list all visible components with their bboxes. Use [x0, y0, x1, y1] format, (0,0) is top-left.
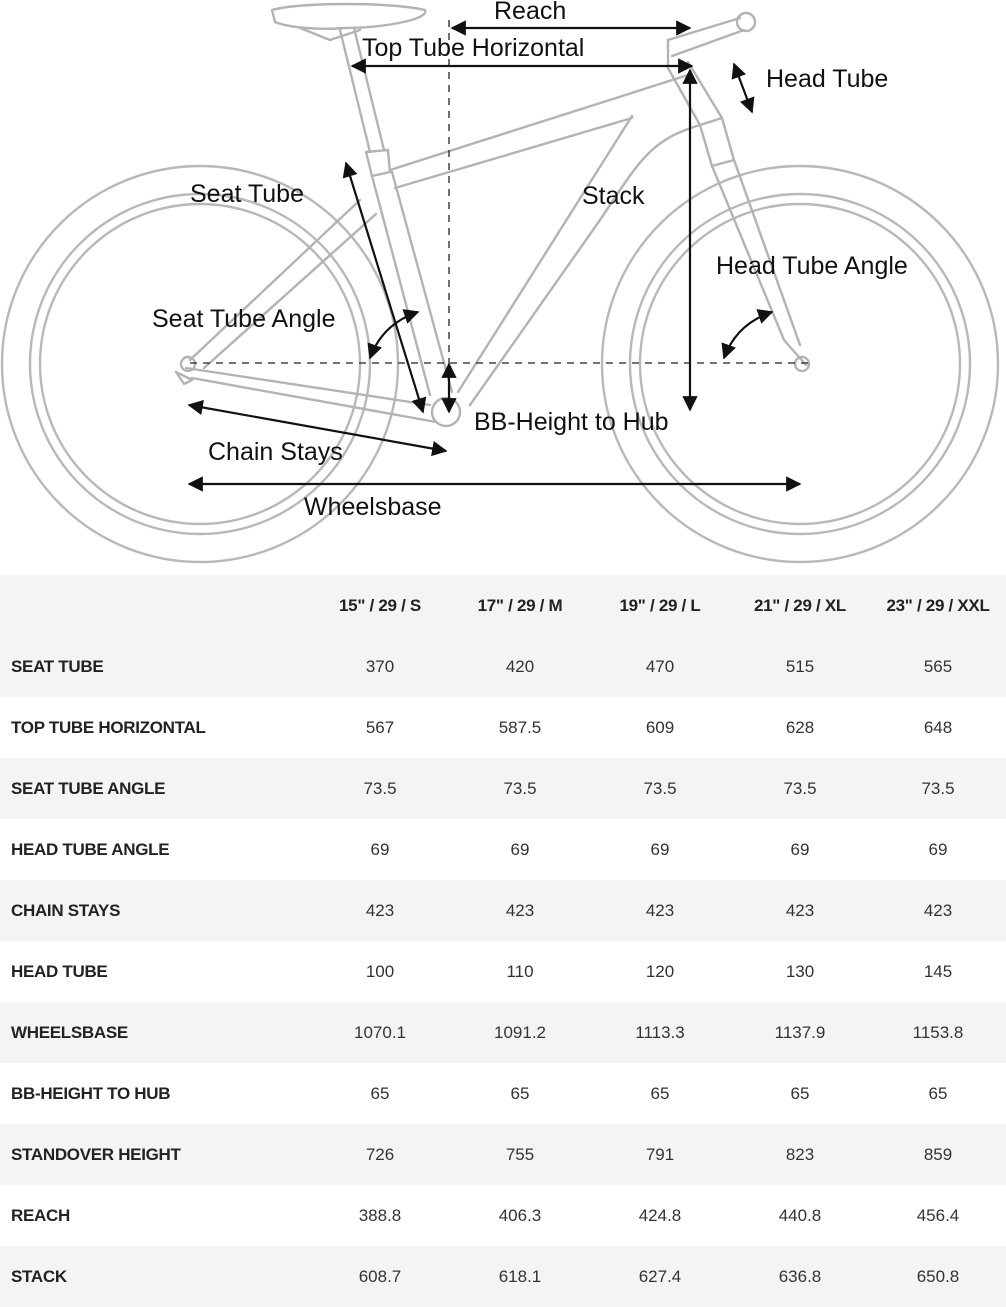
label-head-tube-angle: Head Tube Angle	[716, 252, 908, 280]
label-reach: Reach	[494, 0, 567, 25]
column-header-empty	[0, 575, 310, 636]
table-row	[0, 1124, 1006, 1185]
table-cell: 515	[785, 656, 815, 676]
table-cell: 65	[510, 1083, 530, 1103]
head-tube-arrow	[734, 64, 752, 112]
table-row	[0, 758, 1006, 819]
row-label: CHAIN STAYS	[11, 900, 121, 920]
table-cell: 423	[365, 900, 395, 920]
table-cell: 650.8	[916, 1266, 960, 1286]
table-cell: 423	[505, 900, 535, 920]
column-header-size-l: 19" / 29 / L	[619, 595, 701, 615]
table-cell: 420	[505, 656, 535, 676]
table-cell: 1091.2	[494, 1022, 546, 1042]
table-cell: 120	[645, 961, 675, 981]
table-cell: 423	[923, 900, 953, 920]
table-row	[0, 880, 1006, 941]
table-cell: 627.4	[638, 1266, 682, 1286]
table-cell: 145	[923, 961, 953, 981]
table-cell: 69	[928, 839, 948, 859]
table-cell: 648	[923, 717, 953, 737]
row-label: SEAT TUBE ANGLE	[11, 778, 166, 798]
table-cell: 73.5	[503, 778, 537, 798]
table-cell: 69	[370, 839, 390, 859]
label-seat-tube: Seat Tube	[190, 180, 304, 208]
table-cell: 370	[365, 656, 395, 676]
table-cell: 65	[790, 1083, 810, 1103]
table-cell: 470	[645, 656, 675, 676]
table-cell: 73.5	[363, 778, 397, 798]
column-header-size-s: 15" / 29 / S	[339, 595, 421, 615]
table-cell: 406.3	[498, 1205, 542, 1225]
geometry-table	[0, 575, 1006, 1307]
table-header-row	[0, 575, 1006, 636]
table-cell: 1137.9	[774, 1022, 826, 1042]
table-cell: 388.8	[358, 1205, 402, 1225]
column-header-size-xxl: 23" / 29 / XXL	[886, 595, 990, 615]
table-cell: 100	[365, 961, 395, 981]
column-header-size-xl: 21" / 29 / XL	[753, 595, 847, 615]
label-top-tube-horizontal: Top Tube Horizontal	[362, 34, 585, 62]
table-row	[0, 1002, 1006, 1063]
row-label: TOP TUBE HORIZONTAL	[11, 717, 206, 737]
table-row	[0, 819, 1006, 880]
table-row	[0, 636, 1006, 697]
row-label: STACK	[11, 1266, 67, 1286]
table-cell: 1113.3	[635, 1022, 685, 1042]
seat-tube-arrow	[346, 163, 423, 412]
table-cell: 567	[365, 717, 395, 737]
table-cell: 424.8	[638, 1205, 682, 1225]
table-cell: 423	[645, 900, 675, 920]
row-label: SEAT TUBE	[11, 656, 104, 676]
table-cell: 726	[365, 1144, 395, 1164]
table-row	[0, 1063, 1006, 1124]
table-cell: 587.5	[498, 717, 542, 737]
label-seat-tube-angle: Seat Tube Angle	[152, 305, 336, 333]
row-label: WHEELSBASE	[11, 1022, 128, 1042]
label-bb-height-to-hub: BB-Height to Hub	[474, 408, 669, 436]
table-cell: 791	[645, 1144, 675, 1164]
table-cell: 1070.1	[354, 1022, 406, 1042]
table-cell: 618.1	[498, 1266, 542, 1286]
table-cell: 73.5	[783, 778, 817, 798]
table-cell: 440.8	[778, 1205, 822, 1225]
table-cell: 65	[650, 1083, 670, 1103]
table-cell: 456.4	[916, 1205, 960, 1225]
label-stack: Stack	[582, 182, 645, 210]
table-cell: 859	[923, 1144, 953, 1164]
row-label: HEAD TUBE	[11, 961, 108, 981]
row-label: REACH	[11, 1205, 70, 1225]
label-wheelsbase: Wheelsbase	[304, 493, 442, 521]
table-cell: 69	[790, 839, 810, 859]
table-cell: 110	[506, 961, 534, 981]
table-cell: 823	[785, 1144, 815, 1164]
column-header-size-m: 17" / 29 / M	[477, 595, 563, 615]
label-chain-stays: Chain Stays	[208, 438, 343, 466]
row-label: STANDOVER HEIGHT	[11, 1144, 181, 1164]
table-cell: 65	[370, 1083, 390, 1103]
table-cell: 565	[923, 656, 953, 676]
table-cell: 423	[785, 900, 815, 920]
table-cell: 628	[785, 717, 815, 737]
table-cell: 73.5	[643, 778, 677, 798]
table-cell: 609	[645, 717, 675, 737]
table-cell: 608.7	[358, 1266, 402, 1286]
table-cell: 636.8	[778, 1266, 822, 1286]
bike-geometry-diagram	[0, 0, 1006, 575]
table-cell: 65	[928, 1083, 948, 1103]
head-tube-angle-arrow	[724, 312, 772, 358]
front-wheel	[602, 166, 998, 562]
table-row	[0, 1246, 1006, 1307]
table-cell: 130	[785, 961, 815, 981]
table-row	[0, 941, 1006, 1002]
table-row	[0, 697, 1006, 758]
label-head-tube: Head Tube	[766, 65, 889, 93]
table-cell: 1153.8	[912, 1022, 964, 1042]
table-cell: 73.5	[921, 778, 955, 798]
table-cell: 69	[650, 839, 670, 859]
row-label: HEAD TUBE ANGLE	[11, 839, 170, 859]
table-cell: 755	[505, 1144, 535, 1164]
row-label: BB-HEIGHT TO HUB	[11, 1083, 171, 1103]
table-row	[0, 1185, 1006, 1246]
table-cell: 69	[510, 839, 530, 859]
